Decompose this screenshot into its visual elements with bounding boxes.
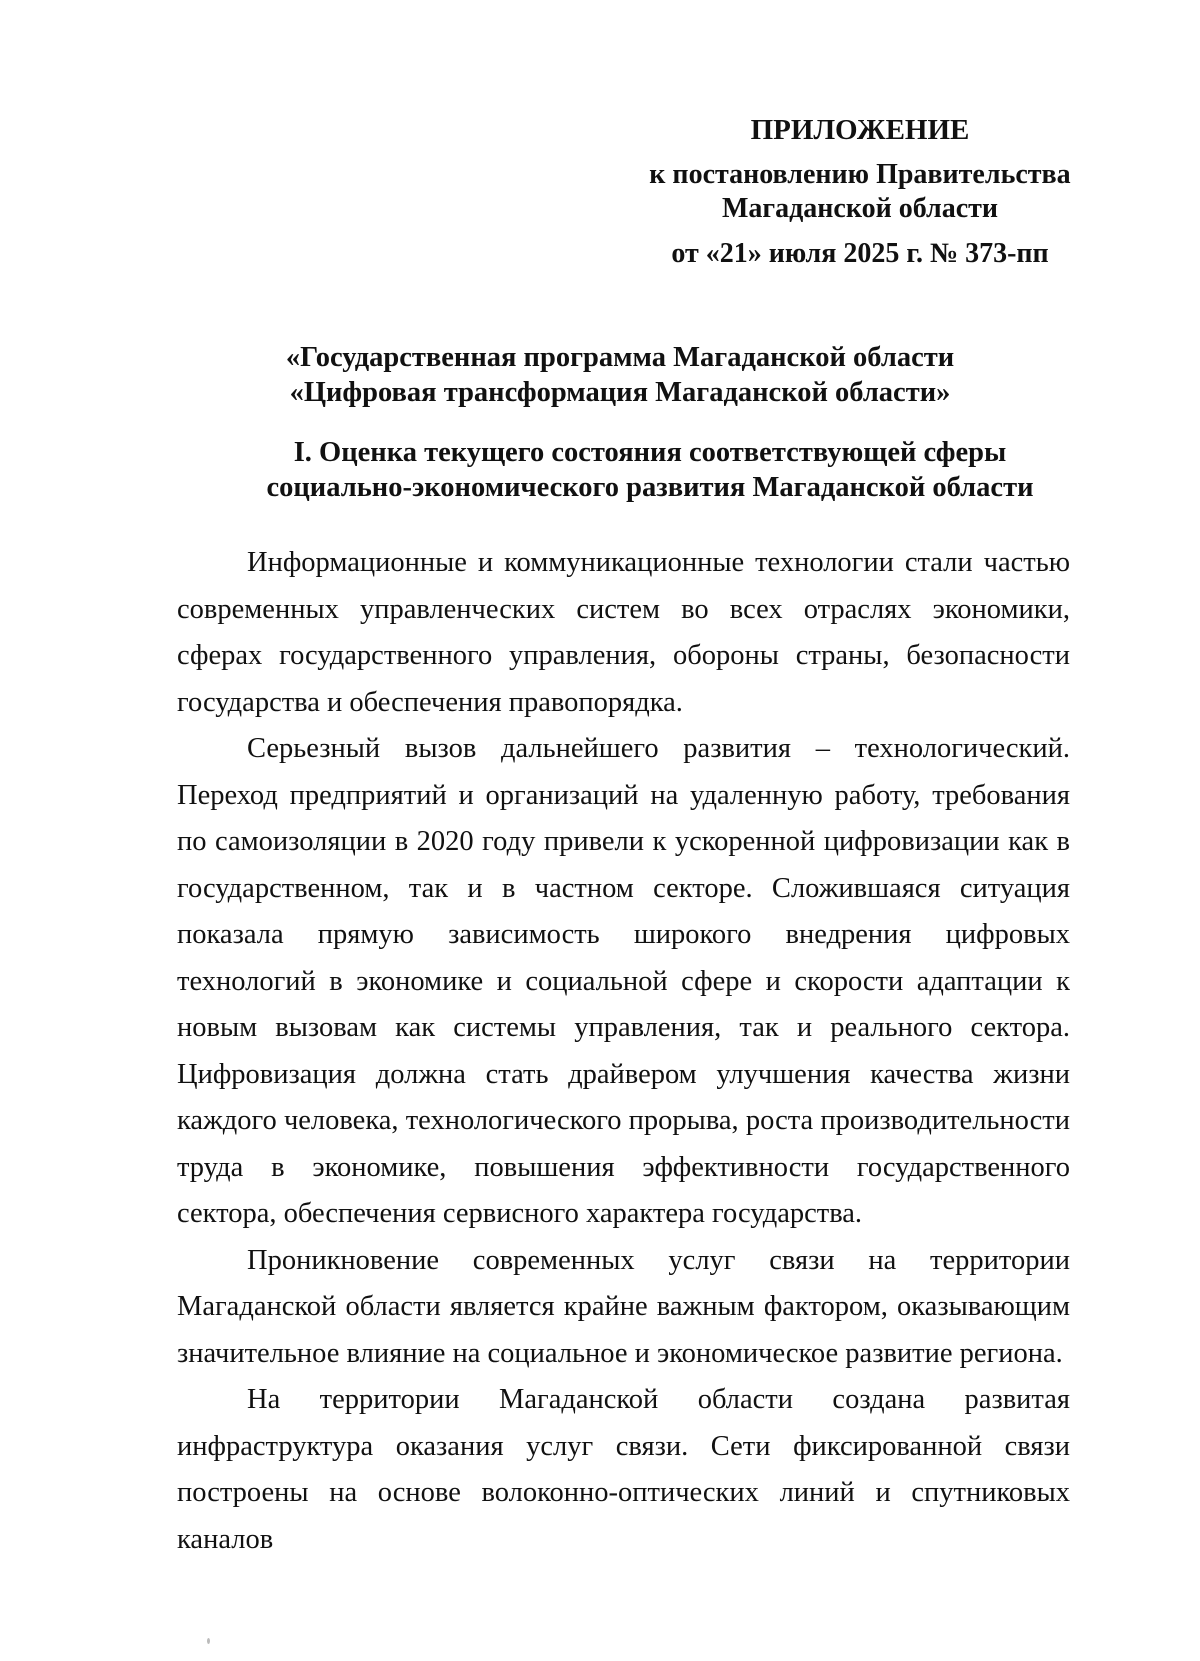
paragraph-2: Серьезный вызов дальнейшего развития – технологический. Переход предприятий и организаций на удаленную работу, требования по самоизоляции в 2020 году привели к ускоренной цифровизации как в государственном, так и в частном секторе. Сложившаяся ситуация показала прямую зависимость широкого внедрения цифровых технологий в экономике и социальной сфере и скорости адаптации к новым вызовам как системы управления, так и реального сектора. Цифровизация должна стать драйвером улучшения качества жизни каждого человека, технологического прорыва, роста производительности труда в экономике, повышения эффективности государственного сектора, обеспечения сервисного характера государства. (177, 733, 1070, 1229)
section-heading-line-2: социально-экономического развития Магаданской области (266, 472, 1034, 503)
appendix-region-line: Магаданской области (721, 193, 999, 224)
paragraph-3: Проникновение современных услуг связи на территории Магаданской области является крайне важным фактором, оказывающим значительное влияние на социальное и экономическое развитие региона. (177, 1244, 1070, 1369)
paragraph-4: На территории Магаданской области создана развитая инфраструктура оказания услуг связи. Сети фиксированной связи построены на основе волоконно-оптических линий и спутниковых каналов (177, 1384, 1070, 1555)
appendix-date-number-line: от «21» июля 2025 г. № 373-пп (671, 238, 1049, 269)
appendix-title: ПРИЛОЖЕНИЕ (750, 114, 970, 146)
body-text (177, 540, 1070, 1563)
program-title-line-2: «Цифровая трансформация Магаданской области» (289, 377, 951, 408)
paragraph-1: Информационные и коммуникационные технологии стали частью современных управленческих систем во всех отраслях экономики, сферах государственного управления, обороны страны, безопасности государства и обеспечения правопорядка. (177, 547, 1070, 718)
section-heading-line-1: I. Оценка текущего состояния соответствующей сферы (293, 437, 1007, 468)
program-title-line-1: «Государственная программа Магаданской области (285, 342, 955, 373)
appendix-decree-line: к постановлению Правительства (649, 159, 1071, 190)
scan-speck (207, 1638, 210, 1644)
